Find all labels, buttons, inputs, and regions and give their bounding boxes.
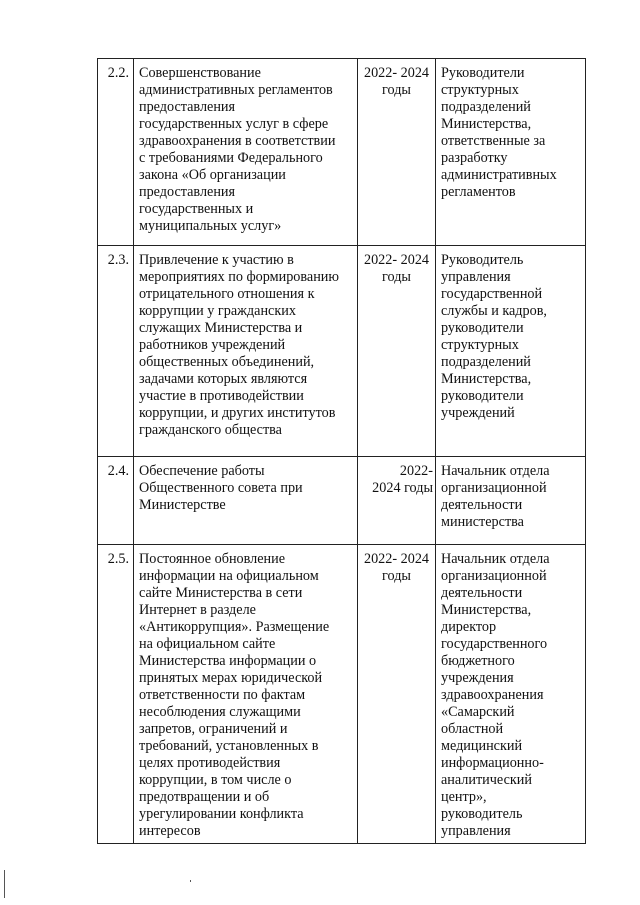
- term-cell-line: 2022- 2024: [363, 551, 430, 567]
- table-row: [98, 246, 586, 457]
- action-cell-line: коррупции у гражданских: [139, 303, 296, 319]
- row-number: 2.4.: [98, 457, 134, 545]
- responsible-cell-line: организационной: [441, 480, 547, 496]
- action-cell-line: информации на официальном: [139, 568, 319, 584]
- responsible-cell: [436, 545, 586, 844]
- responsible-cell: [436, 457, 586, 545]
- action-cell-line: Обеспечение работы: [139, 463, 265, 479]
- action-cell-line: «Антикоррупция». Размещение: [139, 619, 330, 635]
- responsible-cell-line: ответственные за: [441, 133, 546, 149]
- action-cell-line: отрицательного отношения к: [139, 286, 315, 302]
- action-cell-line: Совершенствование: [139, 65, 261, 81]
- responsible-cell-line: разработку: [441, 150, 508, 166]
- measures-table: [97, 58, 586, 844]
- row-number: 2.5.: [98, 545, 134, 844]
- action-cell-line: задачами которых являются: [139, 371, 308, 387]
- action-cell-line: работников учреждений: [139, 337, 286, 353]
- responsible-cell-line: Министерства,: [441, 116, 532, 132]
- responsible-cell-line: министерства: [441, 514, 524, 530]
- action-cell-line: урегулировании конфликта: [139, 806, 304, 822]
- action-cell-line: закона «Об организации: [139, 167, 286, 183]
- table-row: [98, 59, 586, 246]
- responsible-cell-line: учреждений: [441, 405, 515, 421]
- responsible-cell-line: руководители: [441, 320, 524, 336]
- responsible-cell-line: административных: [441, 167, 557, 183]
- action-cell-line: предотвращении и об: [139, 789, 270, 805]
- term-cell-line: 2024 годы: [372, 480, 433, 496]
- action-cell: [134, 545, 358, 844]
- scan-artifact-left: [4, 870, 5, 898]
- responsible-cell-line: центр»,: [441, 789, 487, 805]
- responsible-cell-line: организационной: [441, 568, 547, 584]
- responsible-cell-line: Министерства,: [441, 602, 532, 618]
- term-cell: [358, 457, 436, 545]
- responsible-cell-line: бюджетного: [441, 653, 515, 669]
- responsible-cell-line: аналитический: [441, 772, 532, 788]
- responsible-cell: [436, 59, 586, 246]
- action-cell-line: интересов: [139, 823, 201, 839]
- responsible-cell-line: структурных: [441, 82, 519, 98]
- action-cell-line: требований, установленных в: [139, 738, 319, 754]
- responsible-cell-line: учреждения: [441, 670, 514, 686]
- responsible-cell-line: Руководители: [441, 65, 525, 81]
- action-cell-line: принятых мерах юридической: [139, 670, 323, 686]
- responsible-cell-line: службы и кадров,: [441, 303, 547, 319]
- table-row: [98, 545, 586, 844]
- term-cell-line: годы: [382, 82, 411, 98]
- responsible-cell-line: руководители: [441, 388, 524, 404]
- row-number: 2.2.: [98, 59, 134, 246]
- responsible-cell: [436, 246, 586, 457]
- action-cell-line: Привлечение к участию в: [139, 252, 294, 268]
- action-cell-line: на официальном сайте: [139, 636, 276, 652]
- action-cell-line: коррупции, в том числе о: [139, 772, 292, 788]
- term-cell: [358, 545, 436, 844]
- term-cell-line: 2022-: [399, 463, 433, 479]
- term-cell-line: 2022- 2024: [363, 65, 430, 81]
- responsible-cell-line: директор: [441, 619, 497, 635]
- action-cell-line: административных регламентов: [139, 82, 333, 98]
- responsible-cell-line: Начальник отдела: [441, 551, 550, 567]
- responsible-cell-line: подразделений: [441, 99, 531, 115]
- responsible-cell-line: Руководитель: [441, 252, 524, 268]
- responsible-cell-line: деятельности: [441, 585, 523, 601]
- responsible-cell-line: Начальник отдела: [441, 463, 550, 479]
- responsible-cell-line: информационно-: [441, 755, 544, 771]
- action-cell-line: предоставления: [139, 99, 236, 115]
- action-cell: [134, 59, 358, 246]
- action-cell-line: муниципальных услуг»: [139, 218, 282, 234]
- responsible-cell-line: Министерства,: [441, 371, 532, 387]
- table-body: [98, 59, 586, 844]
- action-cell-line: участие в противодействии: [139, 388, 304, 404]
- action-cell-line: здравоохранения в соответствии: [139, 133, 336, 149]
- action-cell-line: сайте Министерства в сети: [139, 585, 303, 601]
- scan-artifact-dot: [190, 880, 191, 882]
- action-cell-line: Министерстве: [139, 497, 226, 513]
- responsible-cell-line: здравоохранения: [441, 687, 544, 703]
- action-cell-line: целях противодействия: [139, 755, 281, 771]
- table-row: [98, 457, 586, 545]
- responsible-cell-line: структурных: [441, 337, 519, 353]
- action-cell-line: запретов, ограничений и: [139, 721, 288, 737]
- action-cell-line: Общественного совета при: [139, 480, 303, 496]
- action-cell-line: с требованиями Федерального: [139, 150, 323, 166]
- action-cell-line: несоблюдения служащими: [139, 704, 301, 720]
- row-number: 2.3.: [98, 246, 134, 457]
- responsible-cell-line: областной: [441, 721, 504, 737]
- action-cell-line: гражданского общества: [139, 422, 282, 438]
- responsible-cell-line: медицинский: [441, 738, 523, 754]
- action-cell-line: государственных и: [139, 201, 254, 217]
- action-cell-line: ответственности по фактам: [139, 687, 306, 703]
- responsible-cell-line: государственной: [441, 286, 543, 302]
- term-cell: [358, 59, 436, 246]
- term-cell-line: годы: [382, 269, 411, 285]
- action-cell: [134, 246, 358, 457]
- term-cell-line: 2022- 2024: [363, 252, 430, 268]
- action-cell-line: мероприятиях по формированию: [139, 269, 339, 285]
- responsible-cell-line: «Самарский: [441, 704, 515, 720]
- responsible-cell-line: деятельности: [441, 497, 523, 513]
- action-cell-line: общественных объединений,: [139, 354, 315, 370]
- term-cell: [358, 246, 436, 457]
- action-cell: [134, 457, 358, 545]
- responsible-cell-line: руководитель: [441, 806, 523, 822]
- action-cell-line: Министерства информации о: [139, 653, 317, 669]
- responsible-cell-line: управления: [441, 269, 511, 285]
- action-cell-line: служащих Министерства и: [139, 320, 303, 336]
- action-cell-line: Постоянное обновление: [139, 551, 286, 567]
- action-cell-line: Интернет в разделе: [139, 602, 256, 618]
- responsible-cell-line: регламентов: [441, 184, 516, 200]
- responsible-cell-line: управления: [441, 823, 511, 839]
- action-cell-line: коррупции, и других институтов: [139, 405, 336, 421]
- action-cell-line: предоставления: [139, 184, 236, 200]
- responsible-cell-line: подразделений: [441, 354, 531, 370]
- term-cell-line: годы: [382, 568, 411, 584]
- action-cell-line: государственных услуг в сфере: [139, 116, 329, 132]
- responsible-cell-line: государственного: [441, 636, 548, 652]
